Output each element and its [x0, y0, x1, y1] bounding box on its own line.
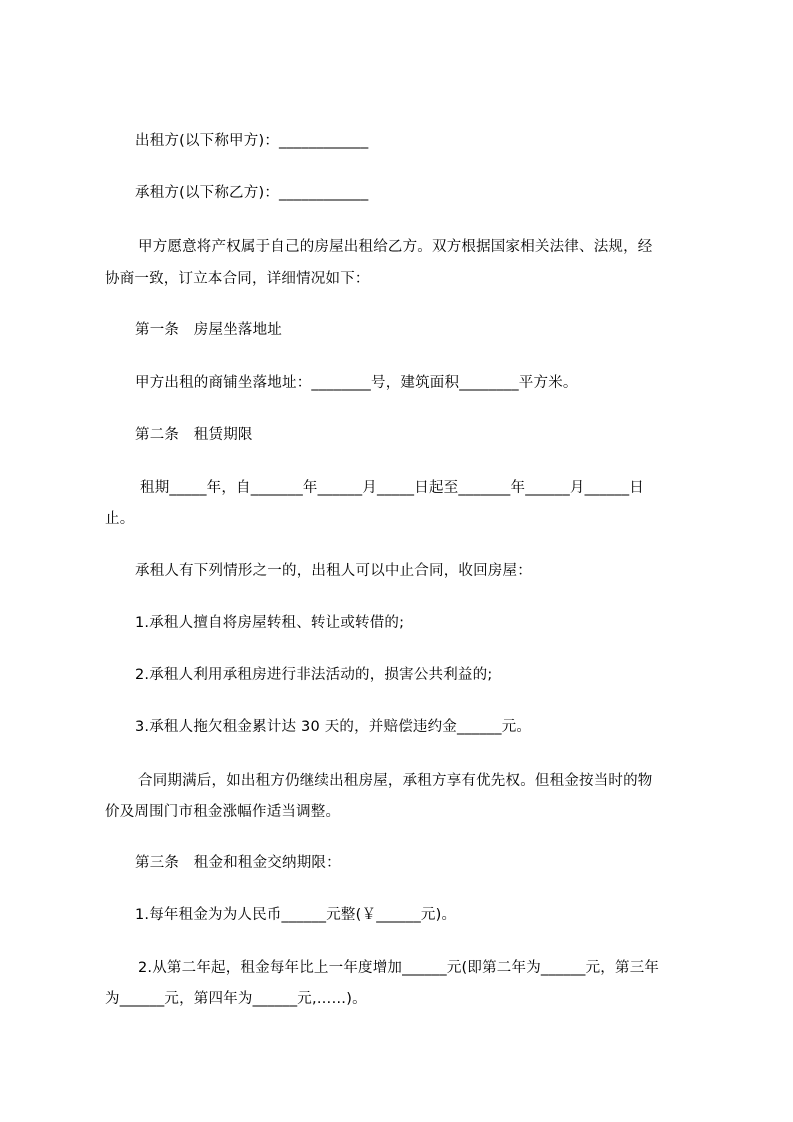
termination-item-2: 2.承租人利用承租房进行非法活动的，损害公共利益的; — [135, 667, 493, 683]
rent-item-2-line-2: 为______元，第四年为______元,……)。 — [105, 991, 367, 1007]
intro-paragraph-line-1: 甲方愿意将产权属于自己的房屋出租给乙方。双方根据国家相关法律、法规，经 — [138, 239, 653, 255]
rent-item-2-line-1: 2.从第二年起，租金每年比上一年度增加______元(即第二年为______元，第三年 — [138, 960, 660, 976]
termination-item-1: 1.承租人擅自将房屋转租、转让或转借的; — [135, 615, 405, 631]
lessor-line: 出租方(以下称甲方)：____________ — [135, 133, 369, 149]
article-2-heading: 第二条 租赁期限 — [135, 427, 253, 443]
rent-item-1: 1.每年租金为为人民币______元整(￥______元)。 — [135, 907, 457, 923]
intro-paragraph-line-2: 协商一致，订立本合同，详细情况如下： — [105, 271, 370, 287]
article-3-heading: 第三条 租金和租金交纳期限： — [135, 855, 341, 871]
termination-item-3: 3.承租人拖欠租金累计达 30 天的，并赔偿违约金______元。 — [135, 719, 532, 735]
renewal-paragraph-line-2: 价及周围门市租金涨幅作适当调整。 — [105, 804, 341, 820]
lessee-line: 承租方(以下称乙方)：____________ — [135, 185, 369, 201]
article-1-heading: 第一条 房屋坐落地址 — [135, 322, 282, 338]
termination-intro: 承租人有下列情形之一的，出租人可以中止合同，收回房屋： — [135, 563, 532, 579]
lease-term-line-1: 租期_____年，自_______年______月_____日起至_______年______月______日 — [140, 480, 644, 496]
address-line: 甲方出租的商铺坐落地址：________号，建筑面积________平方米。 — [135, 375, 578, 391]
lease-term-line-2: 止。 — [105, 511, 135, 527]
renewal-paragraph-line-1: 合同期满后，如出租方仍继续出租房屋，承租方享有优先权。但租金按当时的物 — [138, 773, 653, 789]
